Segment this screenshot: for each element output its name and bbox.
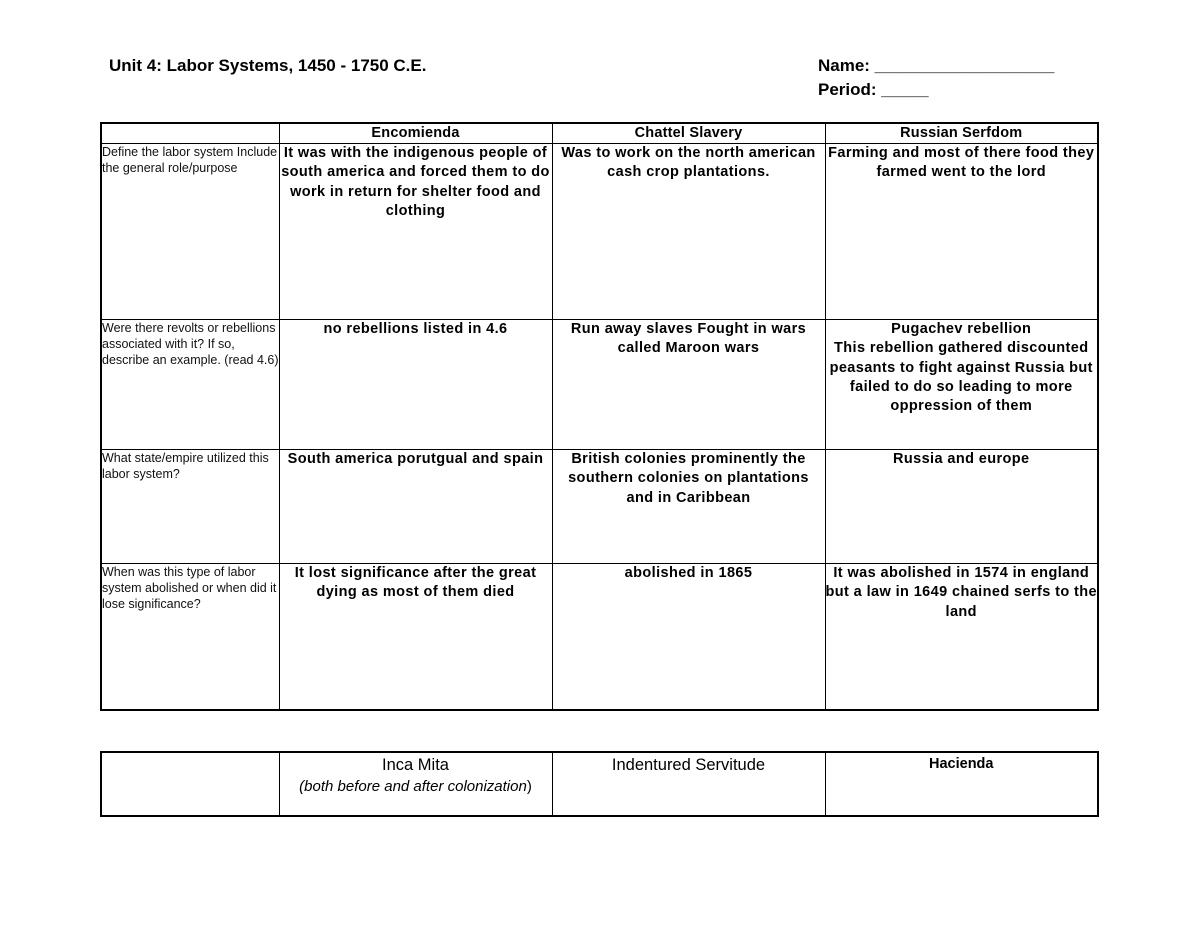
question-cell: Were there revolts or rebellions associated with it? If so, describe an example. (read 4.6): [101, 320, 279, 450]
header-chattel-slavery: Chattel Slavery: [552, 123, 825, 144]
header-empty-cell: [101, 752, 279, 816]
period-field-label: Period: _____: [818, 80, 929, 99]
table-row: [101, 564, 1098, 710]
second-labor-systems-table: [100, 751, 1099, 817]
answer-cell[interactable]: Run away slaves Fought in wars called Maroon wars: [552, 320, 825, 450]
header-russian-serfdom: Russian Serfdom: [825, 123, 1098, 144]
answer-cell[interactable]: Pugachev rebellion This rebellion gathered discounted peasants to fight against Russia but failed to do so leading to more oppression of them: [825, 320, 1098, 450]
worksheet-title: Unit 4: Labor Systems, 1450 - 1750 C.E.: [109, 56, 427, 75]
header-inca-mita: [279, 752, 552, 816]
header-empty-cell: [101, 123, 279, 144]
inca-mita-note: (both before and after colonization): [299, 778, 532, 795]
header-indentured-servitude: Indentured Servitude: [552, 752, 825, 816]
question-cell: When was this type of labor system abolished or when did it lose significance?: [101, 564, 279, 710]
table-header-row: [101, 752, 1098, 816]
answer-cell[interactable]: abolished in 1865: [552, 564, 825, 710]
labor-systems-table: [100, 122, 1099, 711]
answer-cell[interactable]: South america porutgual and spain: [279, 450, 552, 564]
name-field-label: Name: ___________________: [818, 56, 1055, 75]
answer-cell[interactable]: Farming and most of there food they farmed went to the lord: [825, 144, 1098, 320]
answer-cell[interactable]: It was abolished in 1574 in england but a law in 1649 chained serfs to the land: [825, 564, 1098, 710]
table-row: [101, 450, 1098, 564]
header-hacienda: Hacienda: [825, 752, 1098, 816]
question-cell: Define the labor system Include the general role/purpose: [101, 144, 279, 320]
table-row: [101, 144, 1098, 320]
table-header-row: [101, 123, 1098, 144]
answer-cell[interactable]: British colonies prominently the southern colonies on plantations and in Caribbean: [552, 450, 825, 564]
header-encomienda: Encomienda: [279, 123, 552, 144]
table-row: [101, 320, 1098, 450]
answer-cell[interactable]: It lost significance after the great dying as most of them died: [279, 564, 552, 710]
answer-cell[interactable]: no rebellions listed in 4.6: [279, 320, 552, 450]
answer-cell[interactable]: It was with the indigenous people of south america and forced them to do work in return for shelter food and clothing: [279, 144, 552, 320]
question-cell: What state/empire utilized this labor system?: [101, 450, 279, 564]
answer-cell[interactable]: Russia and europe: [825, 450, 1098, 564]
inca-mita-title: Inca Mita: [382, 756, 449, 774]
answer-cell[interactable]: Was to work on the north american cash crop plantations.: [552, 144, 825, 320]
